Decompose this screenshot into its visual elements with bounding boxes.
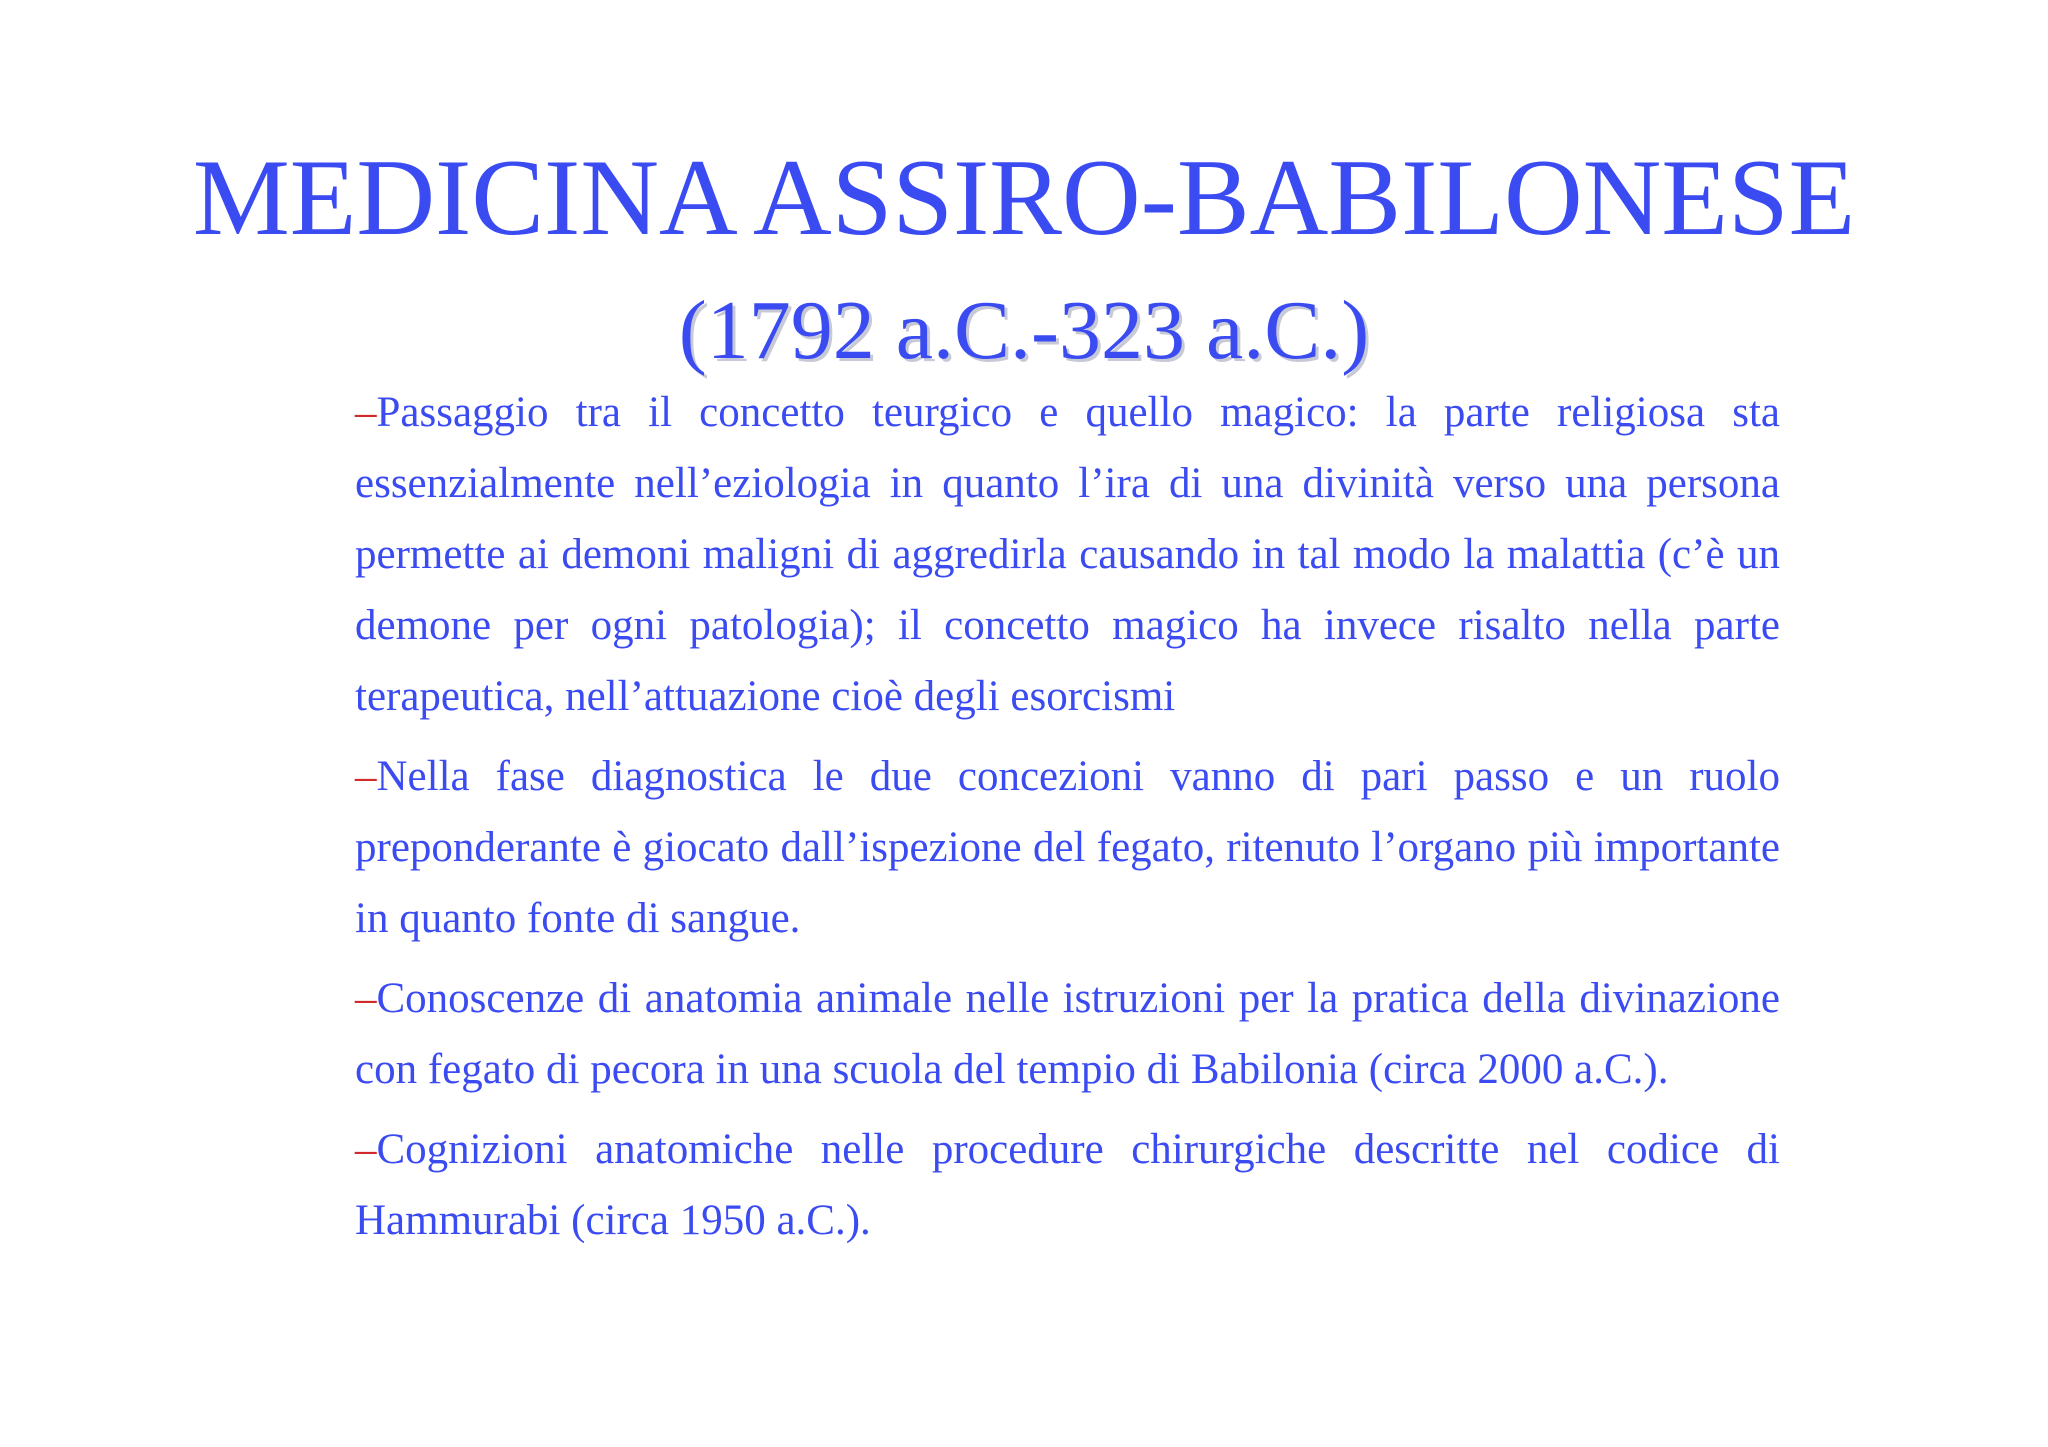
bullet-marker: –: [355, 975, 377, 1022]
bullet-list: [355, 377, 1780, 1265]
bullet-marker: –: [355, 753, 377, 800]
bullet-text: Cognizioni anatomiche nelle procedure chirurgiche descritte nel codice di Hammurabi (circa 1950 a.C.).: [355, 1126, 1780, 1244]
bullet-item: [355, 377, 1780, 732]
bullet-marker: –: [355, 389, 377, 436]
bullet-text: Conoscenze di anatomia animale nelle istruzioni per la pratica della divinazione con fegato di pecora in una scuola del tempio di Babilonia (circa 2000 a.C.).: [355, 975, 1780, 1093]
slide-title: MEDICINA ASSIRO-BABILONESE: [192, 137, 1856, 258]
bullet-text: Nella fase diagnostica le due concezioni vanno di pari passo e un ruolo preponderante è giocato dall’ispezione del fegato, ritenuto l’organo più importante in quanto fonte di sangue.: [355, 753, 1780, 942]
bullet-text: Passaggio tra il concetto teurgico e quello magico: la parte religiosa sta essenzialmente nell’eziologia in quanto l’ira di una divinità verso una persona permette ai demoni maligni di aggredirla causando in tal modo la malattia (c’è un demone per ogni patologia); il concetto magico ha invece risalto nella parte terapeutica, nell’attuazione cioè degli esorcismi: [355, 389, 1780, 720]
bullet-item: [355, 963, 1780, 1105]
bullet-marker: –: [355, 1126, 377, 1173]
bullet-item: [355, 1114, 1780, 1256]
bullet-item: [355, 741, 1780, 954]
slide-subtitle: (1792 a.C.-323 a.C.): [678, 284, 1370, 377]
